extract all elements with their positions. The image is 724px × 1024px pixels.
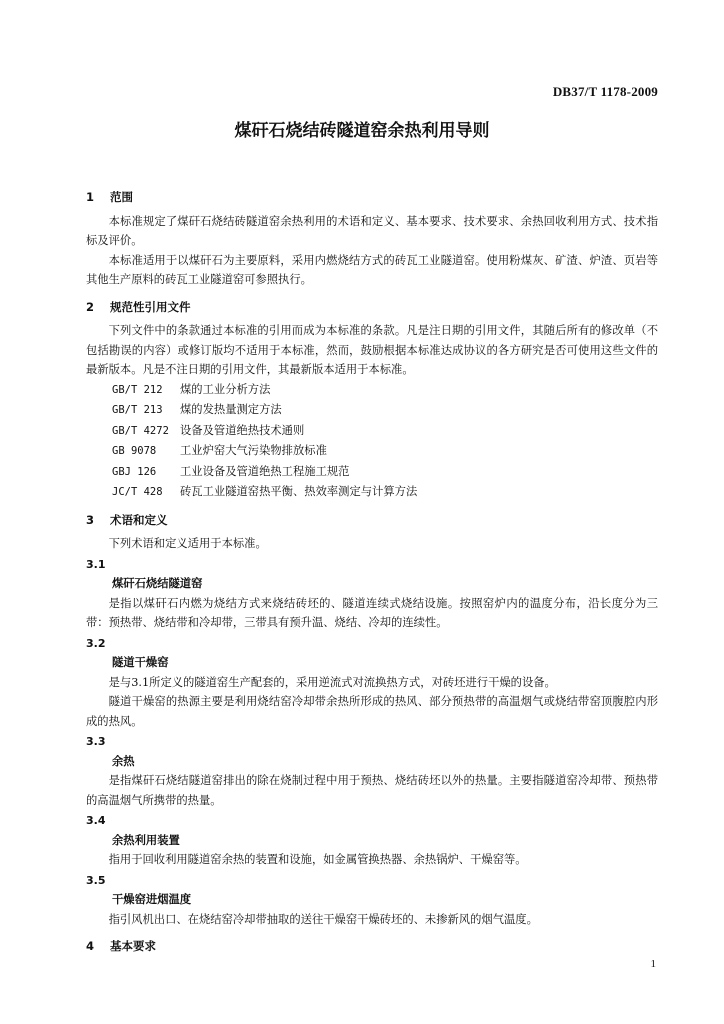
- clause-number: 3.2: [86, 636, 106, 650]
- section-number: 4: [86, 939, 95, 953]
- reference-item: [86, 380, 658, 401]
- term-name: 干燥窑进烟温度: [112, 893, 192, 906]
- term-name: 余热: [112, 754, 135, 768]
- term-definition: 隧道干燥窑的热源主要是利用烧结窑冷却带余热所形成的热风、部分预热带的高温烟气或烧结带窑顶腹腔内形成的热风。: [86, 695, 658, 728]
- clause-number: 3.1: [86, 557, 106, 571]
- section-title: 基本要求: [110, 939, 157, 953]
- clause-number: 3.3: [86, 735, 106, 748]
- clause-number: 3.5: [86, 873, 106, 887]
- reference-item: [86, 441, 658, 462]
- section-title: 范围: [110, 190, 134, 204]
- section-number: 3: [86, 512, 95, 527]
- term-name: 余热利用装置: [112, 833, 180, 847]
- document-title: 煤矸石烧结砖隧道窑余热利用导则: [234, 121, 490, 141]
- term-name: 煤矸石烧结隧道窑: [112, 577, 203, 590]
- section-heading-scope: [86, 188, 658, 208]
- paragraph: 本标准适用于以煤矸石为主要原料，采用内燃烧结方式的砖瓦工业隧道窑。使用粉煤灰、矿渣、炉渣、页岩等其他生产原料的砖瓦工业隧道窑可参照执行。: [86, 253, 658, 286]
- paragraph: 下列文件中的条款通过本标准的引用而成为本标准的条款。凡是注日期的引用文件，其随后所有的修改单（不包括勘误的内容）或修订版均不适用于本标准，然而，鼓励根据本标准达成协议的各方研究是否可使用这些文件的最新版本。凡是不注日期的引用文件，其最新版本适用于本标准。: [86, 324, 658, 376]
- reference-item: [86, 482, 658, 503]
- reference-code: GBJ 126: [112, 465, 157, 478]
- term-definition: 指引风机出口、在烧结窑冷却带抽取的送往干燥窑干燥砖坯的、未掺新风的烟气温度。: [108, 912, 538, 926]
- reference-item: [86, 400, 658, 421]
- section-heading-basic-requirements: [86, 937, 658, 957]
- term-definition: 指用于回收利用隧道窑余热的装置和设施，如金属管换热器、余热锅炉、干燥窑等。: [108, 853, 527, 866]
- term-name: 隧道干燥窑: [112, 656, 169, 669]
- section-number: 1: [86, 190, 95, 204]
- clause-number: 3.4: [86, 814, 106, 827]
- reference-item: [86, 462, 658, 483]
- reference-code: GB/T 212: [112, 383, 163, 396]
- reference-title: 煤的发热量测定方法: [180, 403, 282, 416]
- reference-title: 煤的工业分析方法: [180, 382, 271, 396]
- paragraph: 本标准规定了煤矸石烧结砖隧道窑余热利用的术语和定义、基本要求、技术要求、余热回收利用方式、技术指标及评价。: [86, 214, 658, 247]
- paragraph: 下列术语和定义适用于本标准。: [108, 537, 267, 550]
- reference-code: GB/T 4272: [112, 424, 169, 437]
- section-heading-terms: [86, 511, 658, 531]
- reference-title: 工业设备及管道绝热工程施工规范: [180, 464, 350, 478]
- reference-code: GB 9078: [112, 445, 157, 457]
- reference-code: GB/T 213: [112, 404, 163, 416]
- term-definition: 是指煤矸石烧结隧道窑排出的除在烧制过程中用于预热、烧结砖坯以外的热量。主要指隧道窑冷却带、预热带的高温烟气所携带的热量。: [86, 774, 658, 807]
- reference-title: 工业炉窑大气污染物排放标准: [180, 444, 327, 457]
- term-definition: 是与3.1所定义的隧道窑生产配套的，采用逆流式对流换热方式，对砖坯进行干燥的设备。: [108, 675, 556, 689]
- section-number: 2: [86, 299, 95, 314]
- page-number: 1: [650, 958, 656, 970]
- reference-title: 砖瓦工业隧道窑热平衡、热效率测定与计算方法: [180, 485, 418, 498]
- section-title: 规范性引用文件: [110, 299, 191, 314]
- section-heading-normative-references: [86, 298, 658, 318]
- reference-item: [86, 421, 658, 442]
- reference-title: 设备及管道绝热技术通则: [180, 423, 305, 437]
- reference-code: JC/T 428: [112, 486, 163, 498]
- standard-code: DB37/T 1178-2009: [552, 84, 658, 99]
- section-title: 术语和定义: [110, 512, 168, 527]
- term-definition: 是指以煤矸石内燃为烧结方式来烧结砖坯的、隧道连续式烧结设施。按照窑炉内的温度分布，沿长度分为三带：预热带、烧结带和冷却带，三带具有预升温、烧结、冷却的连续性。: [86, 596, 658, 629]
- document-body: [86, 180, 658, 961]
